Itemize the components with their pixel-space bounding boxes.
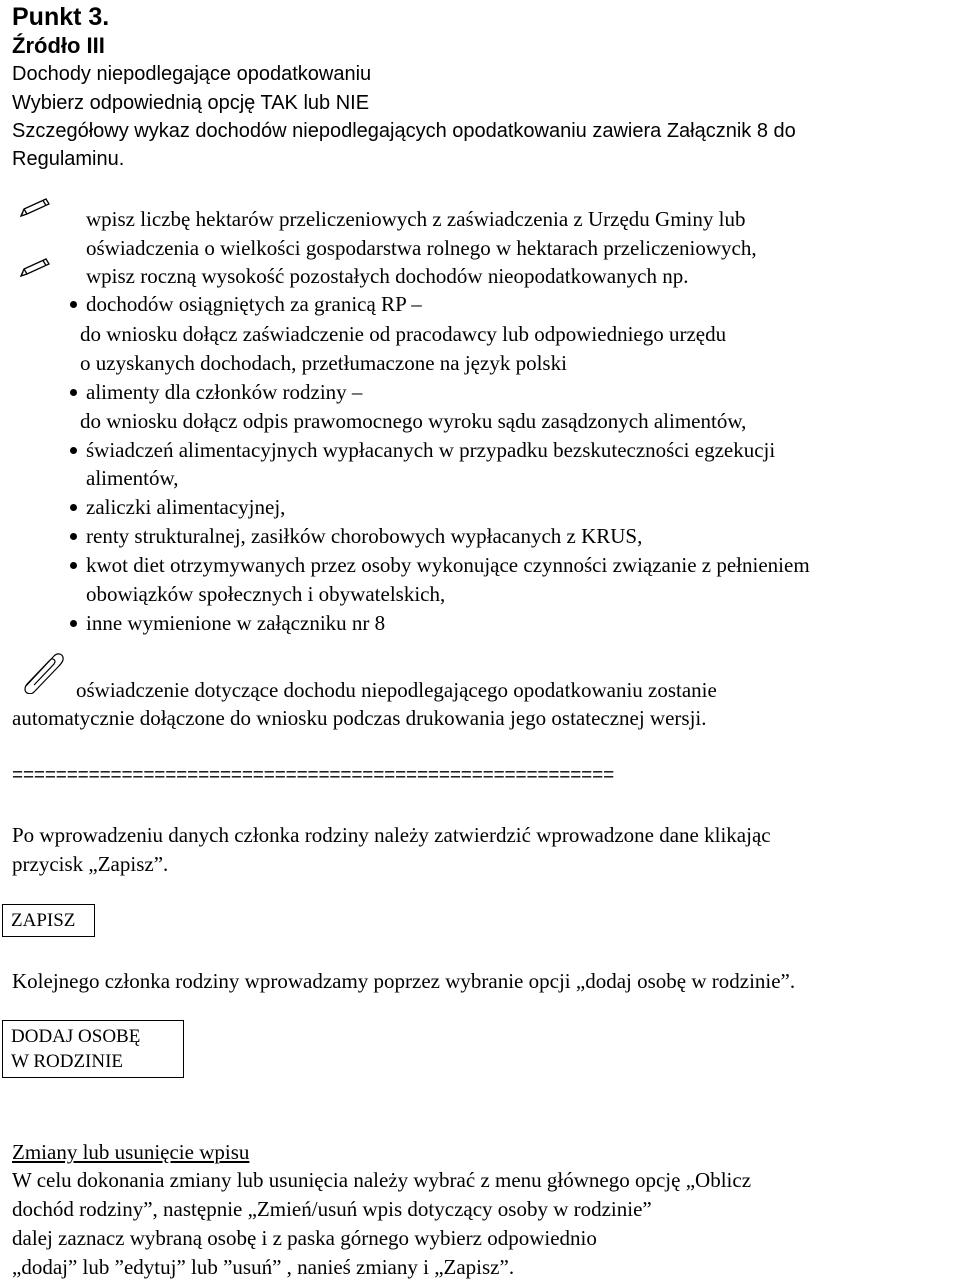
list-item-abroad-note-1: do wniosku dołącz zaświadczenie od pracodawcy lub odpowiedniego urzędu <box>80 322 727 346</box>
bullet <box>70 562 77 569</box>
bullet <box>70 533 77 540</box>
list-item-other: inne wymienione w załączniku nr 8 <box>86 611 386 635</box>
instruction-hectares-line-2: oświadczenia o wielkości gospodarstwa rolnego w hektarach przeliczeniowych, <box>86 236 757 260</box>
bullet <box>70 301 77 308</box>
add-person-button[interactable] <box>2 1020 184 1078</box>
page-title: Punkt 3. <box>12 3 110 31</box>
changes-line-3: dalej zaznacz wybraną osobę i z paska górnego wybierz odpowiednio <box>12 1226 597 1250</box>
list-item-alimony: alimenty dla członków rodziny – <box>86 380 363 404</box>
list-item-abroad-note-2: o uzyskanych dochodach, przetłumaczone na język polski <box>80 351 567 375</box>
header-line-1: Dochody niepodlegające opodatkowaniu <box>12 63 372 85</box>
changes-line-2: dochód rodziny”, następnie „Zmień/usuń wpis dotyczący osoby w rodzinie” <box>12 1197 652 1221</box>
header-line-4: Regulaminu. <box>12 148 125 170</box>
list-item-advance: zaliczki alimentacyjnej, <box>86 495 286 519</box>
changes-line-1: W celu dokonania zmiany lub usunięcia należy wybrać z menu głównego opcję „Oblicz <box>12 1168 752 1192</box>
list-item-diets-line-2: obowiązków społecznych i obywatelskich, <box>86 582 446 606</box>
list-item-benefits-line-2: alimentów, <box>86 466 179 490</box>
list-item-alimony-note: do wniosku dołącz odpis prawomocnego wyroku sądu zasądzonych alimentów, <box>80 409 747 433</box>
header-line-2: Wybierz odpowiednią opcję TAK lub NIE <box>12 92 370 114</box>
add-member-instruction: Kolejnego członka rodziny wprowadzamy poprzez wybranie opcji „dodaj osobę w rodzinie”. <box>12 969 796 993</box>
bullet <box>70 504 77 511</box>
bullet <box>70 620 77 627</box>
save-instruction-line-1: Po wprowadzeniu danych członka rodziny należy zatwierdzić wprowadzone dane klikając <box>12 823 771 847</box>
separator: ======================================================= <box>12 765 615 786</box>
list-item-benefits-line-1: świadczeń alimentacyjnych wypłacanych w przypadku bezskuteczności egzekucji <box>86 438 776 462</box>
list-item-diets-line-1: kwot diet otrzymywanych przez osoby wykonujące czynności związanie z pełnieniem <box>86 553 810 577</box>
instruction-other-income: wpisz roczną wysokość pozostałych dochodów nieopodatkowanych np. <box>86 264 689 288</box>
changes-heading: Zmiany lub usunięcie wpisu <box>12 1140 250 1164</box>
pencil-icon <box>18 256 54 278</box>
pencil-icon <box>18 196 54 218</box>
section-subtitle: Źródło III <box>12 33 105 58</box>
list-item-abroad: dochodów osiągniętych za granicą RP – <box>86 292 422 316</box>
attachment-note-line-2: automatycznie dołączone do wniosku podczas drukowania jego ostatecznej wersji. <box>12 706 707 730</box>
attachment-note-line-1: oświadczenie dotyczące dochodu niepodlegającego opodatkowaniu zostanie <box>76 678 717 702</box>
header-line-3: Szczegółowy wykaz dochodów niepodlegających opodatkowaniu zawiera Załącznik 8 do <box>12 120 796 142</box>
bullet <box>70 447 77 454</box>
save-instruction-line-2: przycisk „Zapisz”. <box>12 852 169 876</box>
bullet <box>70 389 77 396</box>
paperclip-icon <box>18 648 68 694</box>
instruction-hectares-line-1: wpisz liczbę hektarów przeliczeniowych z zaświadczenia z Urzędu Gminy lub <box>86 207 746 231</box>
save-button[interactable]: ZAPISZ <box>2 904 95 937</box>
add-person-button-label-2: W RODZINIE <box>11 1051 124 1072</box>
add-person-button-label-1: DODAJ OSOBĘ <box>11 1026 141 1047</box>
changes-line-4: „dodaj” lub ”edytuj” lub ”usuń” , nanieś zmiany i „Zapisz”. <box>12 1255 515 1279</box>
list-item-pension: renty strukturalnej, zasiłków chorobowych wypłacanych z KRUS, <box>86 524 643 548</box>
